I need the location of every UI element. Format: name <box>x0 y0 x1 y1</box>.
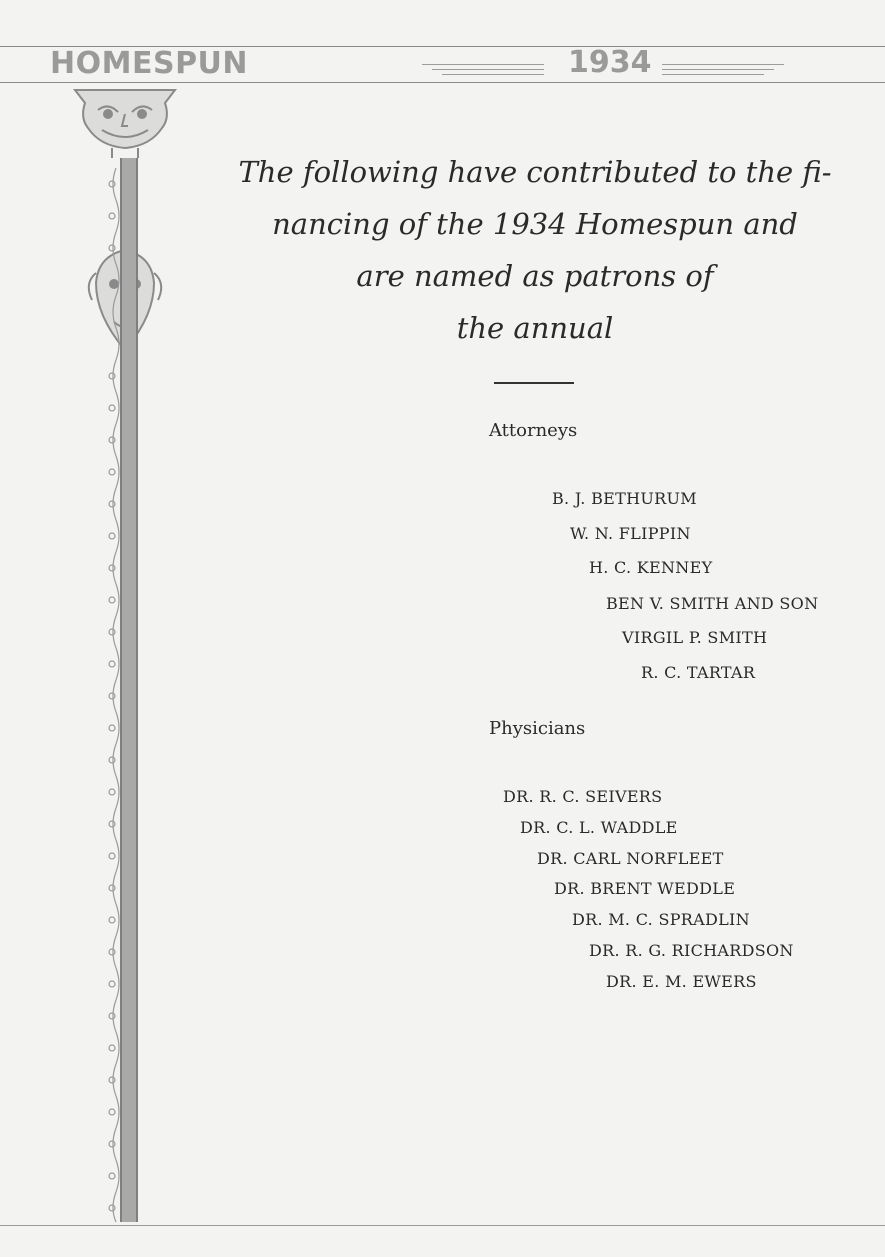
header-title: HOMESPUN <box>50 46 249 81</box>
attorney-name: B. J. BETHURUM <box>552 489 697 508</box>
physician-name: DR. M. C. SPRADLIN <box>572 910 750 929</box>
mask-face-top-icon <box>75 90 175 158</box>
physician-name: DR. R. G. RICHARDSON <box>589 941 794 960</box>
physician-name: DR. R. C. SEIVERS <box>503 787 663 806</box>
physician-name: DR. E. M. EWERS <box>606 972 757 991</box>
attorney-name: VIRGIL P. SMITH <box>622 628 768 647</box>
totem-ornament-icon <box>70 88 180 1228</box>
intro-text <box>235 146 835 354</box>
physician-name: DR. CARL NORFLEET <box>537 849 724 868</box>
attorneys-heading: Attorneys <box>489 420 578 441</box>
intro-line: the annual <box>456 311 614 345</box>
attorney-name: BEN V. SMITH AND SON <box>606 594 819 613</box>
intro-line: are named as patrons of <box>356 259 714 293</box>
attorney-name: R. C. TARTAR <box>641 663 756 682</box>
intro-line: nancing of the 1934 Homespun and <box>272 207 798 241</box>
header-year: 1934 <box>568 45 652 80</box>
physician-name: DR. BRENT WEDDLE <box>554 879 736 898</box>
attorney-name: H. C. KENNEY <box>589 558 713 577</box>
intro-line: The following have contributed to the fi- <box>238 155 832 189</box>
footer-rule <box>0 1225 885 1226</box>
physician-name: DR. C. L. WADDLE <box>520 818 678 837</box>
header-bottom-rule <box>0 82 885 83</box>
attorney-name: W. N. FLIPPIN <box>570 524 691 543</box>
physicians-heading: Physicians <box>489 718 586 739</box>
section-divider <box>494 382 574 384</box>
